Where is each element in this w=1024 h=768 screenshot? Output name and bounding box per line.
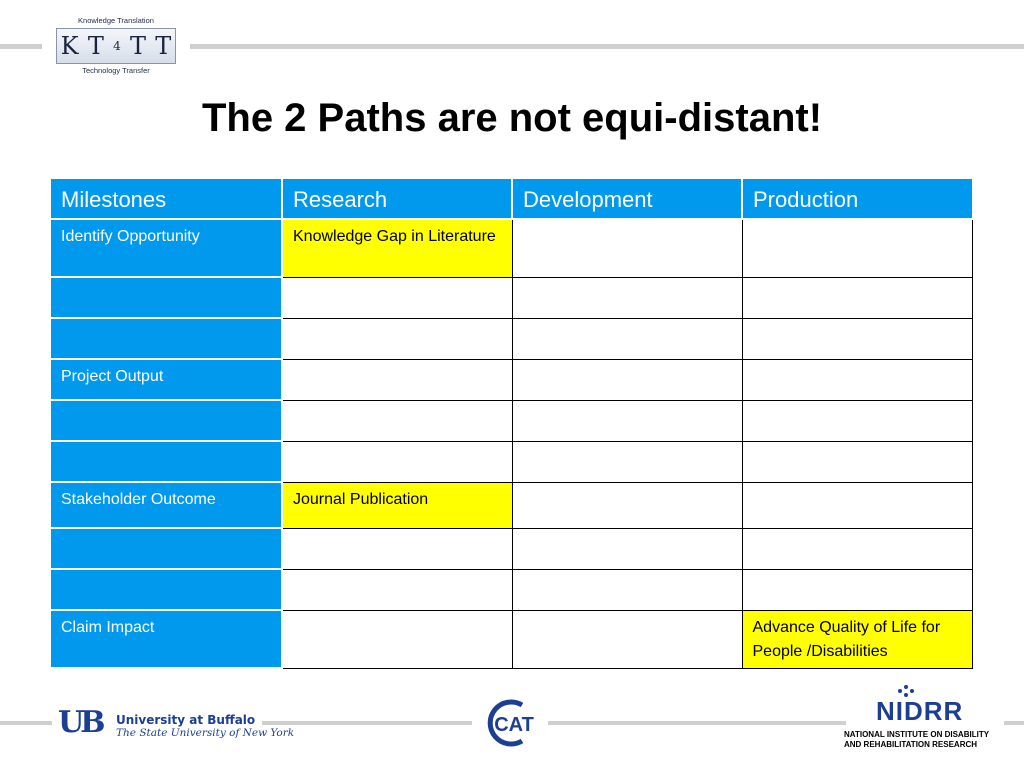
milestone-cell (51, 569, 282, 610)
top-divider-right (190, 44, 1024, 49)
footer-divider (262, 721, 472, 725)
table-row (51, 400, 972, 441)
logo-letter: 4 (113, 39, 121, 53)
production-cell (742, 528, 972, 569)
table-row (51, 528, 972, 569)
logo-letter: T (87, 32, 104, 60)
research-cell: Knowledge Gap in Literature (282, 219, 512, 277)
table-row (51, 441, 972, 482)
development-cell (512, 610, 742, 668)
column-header-milestones: Milestones (51, 179, 282, 219)
ub-mark: UB (58, 705, 102, 740)
milestone-cell (51, 441, 282, 482)
production-cell (742, 569, 972, 610)
development-cell (512, 277, 742, 318)
research-cell: Journal Publication (282, 482, 512, 528)
production-cell (742, 441, 972, 482)
table-row (51, 219, 972, 277)
research-cell (282, 359, 512, 400)
logo-letters (56, 28, 176, 64)
kt4tt-logo (54, 14, 178, 76)
research-cell (282, 277, 512, 318)
ub-name: University at Buffalo (116, 713, 256, 727)
milestone-cell (51, 400, 282, 441)
page-title: The 2 Paths are not equi-distant! (201, 96, 823, 140)
production-cell (742, 219, 972, 277)
cat-logo-text: CAT (494, 714, 534, 736)
development-cell (512, 441, 742, 482)
ub-subtitle: The State University of New York (116, 727, 295, 739)
development-cell (512, 528, 742, 569)
column-header-production: Production (742, 179, 972, 219)
column-header-development: Development (512, 179, 742, 219)
logo-top-text: Knowledge Translation (78, 16, 154, 25)
production-cell (742, 277, 972, 318)
table-row (51, 277, 972, 318)
footer-divider (548, 721, 846, 725)
research-cell (282, 318, 512, 359)
milestone-cell (51, 277, 282, 318)
production-cell (742, 359, 972, 400)
milestone-cell (51, 318, 282, 359)
logo-letter: K (60, 32, 79, 60)
research-cell (282, 441, 512, 482)
development-cell (512, 569, 742, 610)
nidrr-logo (840, 684, 1010, 752)
development-cell (512, 219, 742, 277)
logo-letter: T (130, 32, 147, 60)
cat-logo (484, 697, 544, 749)
milestone-cell: Project Output (51, 359, 282, 400)
milestone-cell: Stakeholder Outcome (51, 482, 282, 528)
development-cell (512, 482, 742, 528)
footer-divider (0, 721, 52, 725)
nidrr-line-2: AND REHABILITATION RESEARCH (844, 740, 978, 749)
cat-logo-icon (484, 697, 544, 749)
table-row (51, 359, 972, 400)
logo-letter: T (155, 32, 172, 60)
nidrr-line-1: NATIONAL INSTITUTE ON DISABILITY (844, 730, 990, 739)
table-row (51, 569, 972, 610)
table-row (51, 610, 972, 668)
research-cell (282, 528, 512, 569)
university-at-buffalo-logo (58, 705, 295, 741)
table-row (51, 318, 972, 359)
top-divider-left (0, 44, 42, 49)
milestone-cell: Identify Opportunity (51, 219, 282, 277)
table-row (51, 482, 972, 528)
development-cell (512, 400, 742, 441)
column-header-research: Research (282, 179, 512, 219)
research-cell (282, 610, 512, 668)
milestone-cell: Claim Impact (51, 610, 282, 668)
development-cell (512, 359, 742, 400)
production-cell: Advance Quality of Life for People /Disabilities (742, 610, 972, 668)
production-cell (742, 318, 972, 359)
nidrr-name: NIDRR (876, 696, 964, 726)
research-cell (282, 569, 512, 610)
production-cell (742, 482, 972, 528)
development-cell (512, 318, 742, 359)
production-cell (742, 400, 972, 441)
table-header-row (51, 179, 972, 219)
research-cell (282, 400, 512, 441)
logo-bottom-text: Technology Transfer (82, 66, 150, 75)
milestones-table (51, 179, 973, 669)
milestone-cell (51, 528, 282, 569)
